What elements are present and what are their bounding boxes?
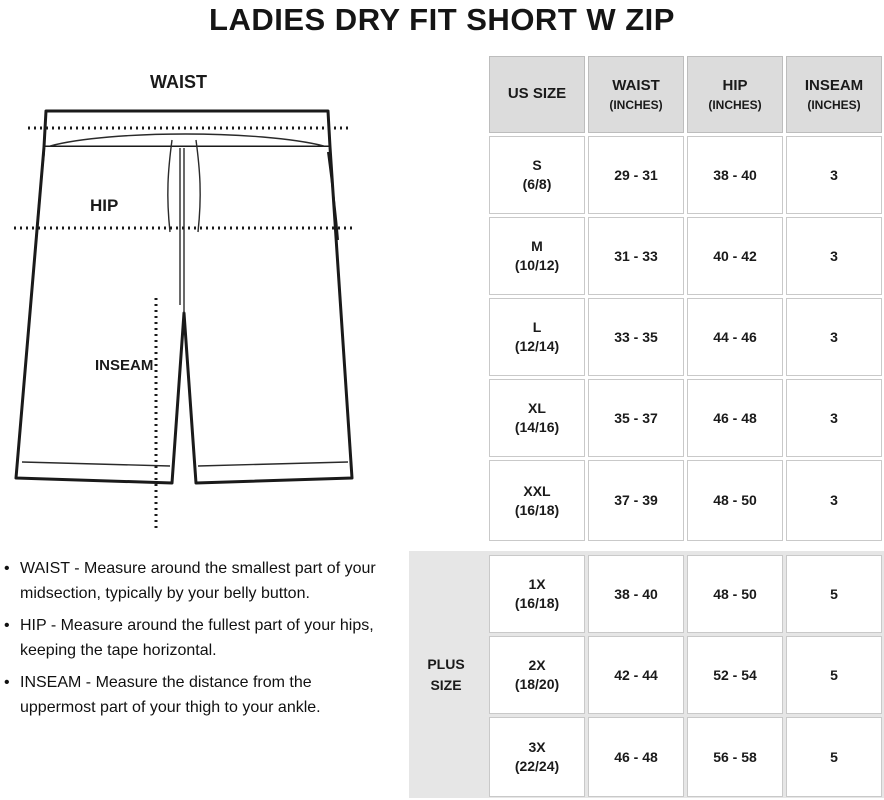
hip-cell: 46 - 48 [687,379,783,457]
inseam-cell: 5 [786,555,882,633]
inseam-label: INSEAM [95,357,154,374]
size-alt: (16/18) [514,595,560,611]
size-code: S [532,157,542,174]
header-unit: (INCHES) [609,97,663,112]
size-code: 1X [528,576,546,593]
hip-cell: 44 - 46 [687,298,783,376]
header-label: INSEAM [804,77,864,95]
size-cell [489,555,585,633]
inseam-cell: 5 [786,717,882,797]
note-item [4,670,384,720]
header-inseam [786,56,882,133]
plus-size-label [409,551,483,798]
measurement-notes [4,556,384,727]
header-hip [687,56,783,133]
inseam-cell: 3 [786,379,882,457]
hip-cell: 52 - 54 [687,636,783,714]
inseam-cell: 3 [786,460,882,541]
hip-cell: 38 - 40 [687,136,783,214]
note-item [4,613,384,663]
size-cell [489,636,585,714]
header-us-size [489,56,585,133]
size-alt: (22/24) [514,758,560,774]
size-cell [489,298,585,376]
note-item [4,556,384,606]
waist-cell: 29 - 31 [588,136,684,214]
waist-cell: 38 - 40 [588,555,684,633]
size-cell [489,460,585,541]
header-label: HIP [722,77,748,95]
size-code: XL [528,400,546,417]
shorts-diagram [0,60,360,530]
size-alt: (12/14) [514,338,560,354]
waist-cell: 31 - 33 [588,217,684,295]
size-alt: (6/8) [522,176,552,192]
size-alt: (10/12) [514,257,560,273]
note-text: WAIST - Measure around the smallest part of your midsection, typically by your belly button. [20,560,376,602]
waist-cell: 33 - 35 [588,298,684,376]
size-cell [489,217,585,295]
waist-cell: 46 - 48 [588,717,684,797]
size-alt: (18/20) [514,676,560,692]
size-cell [489,717,585,797]
header-label: WAIST [612,77,660,95]
hip-label: HIP [90,196,119,215]
size-code: 3X [528,739,546,756]
hip-cell: 48 - 50 [687,460,783,541]
size-cell [489,379,585,457]
size-code: 2X [528,657,546,674]
size-code: XXL [523,482,551,499]
header-label: US SIZE [507,85,567,103]
inseam-cell: 3 [786,298,882,376]
waist-label: WAIST [150,72,207,92]
size-alt: (16/18) [514,501,560,518]
bullet-icon: • [4,617,10,634]
hip-cell: 56 - 58 [687,717,783,797]
size-cell [489,136,585,214]
header-unit: (INCHES) [807,97,861,112]
inseam-cell: 3 [786,217,882,295]
page-title: LADIES DRY FIT SHORT W ZIP [209,2,675,37]
header-unit: (INCHES) [708,97,762,112]
waist-cell: 35 - 37 [588,379,684,457]
size-alt: (14/16) [514,419,560,435]
inseam-cell: 5 [786,636,882,714]
note-text: INSEAM - Measure the distance from the uppermost part of your thigh to your ankle. [20,674,321,716]
bullet-icon: • [4,560,10,577]
note-text: HIP - Measure around the fullest part of your hips, keeping the tape horizontal. [20,617,374,659]
waist-cell: 42 - 44 [588,636,684,714]
bullet-icon: • [4,674,10,691]
plus-label-line2: SIZE [430,676,462,693]
size-code: M [531,238,543,255]
plus-label-line1: PLUS [427,655,465,672]
size-code: L [532,319,542,336]
waist-cell: 37 - 39 [588,460,684,541]
header-waist [588,56,684,133]
inseam-cell: 3 [786,136,882,214]
hip-cell: 40 - 42 [687,217,783,295]
hip-cell: 48 - 50 [687,555,783,633]
